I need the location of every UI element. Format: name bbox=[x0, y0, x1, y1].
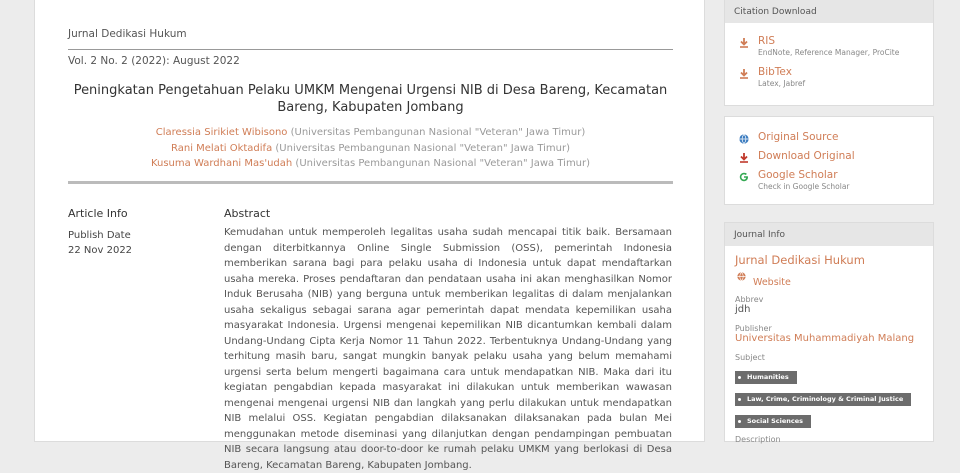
citation-ris-sub: EndNote, Reference Manager, ProCite bbox=[758, 48, 900, 57]
original-source-label[interactable]: Original Source bbox=[758, 131, 839, 143]
citation-ris-label[interactable]: RIS bbox=[758, 35, 776, 47]
website-link[interactable] bbox=[735, 270, 933, 289]
author-name-link[interactable]: Claressia Sirikiet Wibisono bbox=[155, 127, 288, 138]
google-icon bbox=[739, 172, 749, 182]
website-label[interactable]: Website bbox=[753, 277, 791, 288]
journal-name: Jurnal Dedikasi Hukum bbox=[68, 28, 187, 40]
author-name-link[interactable]: Rani Melati Oktadifa bbox=[171, 142, 273, 154]
author-item bbox=[68, 141, 673, 157]
subject-tag[interactable]: Humanities bbox=[735, 371, 797, 384]
download-original-label[interactable]: Download Original bbox=[758, 150, 855, 162]
citation-bibtex[interactable] bbox=[725, 66, 933, 88]
subject-tag[interactable]: Law, Crime, Criminology & Criminal Justice bbox=[735, 393, 911, 406]
section-divider bbox=[68, 181, 673, 184]
journal-name-link[interactable]: Jurnal Dedikasi Hukum bbox=[735, 253, 865, 267]
journal-info-card bbox=[724, 222, 934, 442]
google-scholar-sub: Check in Google Scholar bbox=[758, 182, 850, 191]
journal-info-heading: Journal Info bbox=[725, 223, 933, 246]
author-affiliation: (Universitas Pembangunan Nasional "Veteran" Jawa Timur) bbox=[275, 142, 570, 154]
author-item bbox=[68, 125, 673, 141]
article-card bbox=[34, 0, 705, 471]
issue-label: Vol. 2 No. 2 (2022): August 2022 bbox=[68, 55, 240, 67]
publish-date-label: Publish Date bbox=[68, 230, 131, 241]
abbrev-value: jdh bbox=[735, 304, 751, 315]
google-scholar-label[interactable]: Google Scholar bbox=[758, 169, 838, 181]
publish-date-block bbox=[68, 228, 132, 258]
abstract-text: Kemudahan untuk memperoleh legalitas usaha sudah mencapai titik baik. Bersamaan dengan diterbitkannya Online Single Submission (OSS), pemerintah Indonesia memberikan sarana bagi para pelaku usaha di Indonesia untuk dapat mendaftarkan usaha mereka. Proses pendaftaran dan pendataan usaha ini akan menghasilkan Nomor Induk Berusaha (NIB) yang berguna untuk memberikan legalitas di dalam menjalankan usaha sekaligus sebagai sarana agar pemerintah dapat mendata kepemilikan usaha masyarakat Indonesia. Urgensi mengenai kepemilikan NIB dicantumkan kembali dalam Undang-Undang Cipta Kerja Nomor 11 Tahun 2022. Terbentuknya Undang-Undang yang terhitung masih baru, sangat mungkin banyak pelaku usaha yang belum memahami urgensi serta belum mengerti bagaimana cara untuk mendapatkan NIB. Maka dari itu kegiatan pengabdian kepada masyarakat ini dilakukan untuk memberikan wawasan mengenai mengenai urgensi NIB dan langkah yang perlu dilakukan untuk mendapatkan NIB melalui OSS. Kegiatan pengabdian dilaksanakan dilaksanakan pada bulan Mei menggunakan metode diseminasi yang dilanjutkan dengan pendampingan pembuatan NIB secara langsung atau door-to-door ke rumah pelaku UMKM yang berlokasi di Desa Bareng, Kecamatan Bareng, Kabupaten Jombang. bbox=[224, 227, 672, 471]
publish-date-value: 22 Nov 2022 bbox=[68, 245, 133, 256]
divider bbox=[68, 49, 673, 50]
citation-download-card bbox=[724, 0, 934, 106]
globe-icon bbox=[739, 134, 749, 144]
download-icon bbox=[739, 38, 749, 48]
article-info-heading: Article Info bbox=[68, 207, 128, 220]
subject-label: Subject bbox=[735, 353, 765, 362]
subject-tags bbox=[735, 364, 933, 430]
download-icon bbox=[739, 69, 749, 79]
citation-bibtex-sub: Latex, Jabref bbox=[758, 79, 806, 88]
citation-heading: Citation Download bbox=[725, 0, 933, 23]
author-list bbox=[68, 125, 673, 172]
author-affiliation: (Universitas Pembangunan Nasional "Veteran" Jawa Timur) bbox=[295, 158, 591, 169]
publisher-label: Publisher bbox=[735, 324, 772, 333]
abbrev-label: Abbrev bbox=[735, 295, 764, 304]
abstract-heading: Abstract bbox=[224, 207, 271, 220]
citation-ris[interactable] bbox=[725, 35, 933, 57]
subject-tag[interactable]: Social Sciences bbox=[735, 415, 811, 428]
description-label: Description bbox=[735, 435, 781, 444]
download-icon bbox=[739, 153, 749, 163]
citation-bibtex-label[interactable]: BibTex bbox=[758, 66, 792, 78]
globe-icon bbox=[737, 272, 746, 281]
source-links-card bbox=[724, 116, 934, 205]
author-name-link[interactable]: Kusuma Wardhani Mas'udah bbox=[150, 158, 293, 169]
publisher-link[interactable]: Universitas Muhammadiyah Malang bbox=[735, 333, 915, 344]
original-source-link[interactable] bbox=[725, 131, 933, 143]
author-item bbox=[68, 156, 673, 172]
download-original-link[interactable] bbox=[725, 150, 933, 162]
article-title: Peningkatan Pengetahuan Pelaku UMKM Mengenai Urgensi NIB di Desa Bareng, Kecamatan Bareng, Kabupaten Jombang bbox=[73, 83, 668, 115]
author-affiliation: (Universitas Pembangunan Nasional "Veteran" Jawa Timur) bbox=[290, 127, 586, 138]
google-scholar-link[interactable] bbox=[725, 169, 933, 191]
